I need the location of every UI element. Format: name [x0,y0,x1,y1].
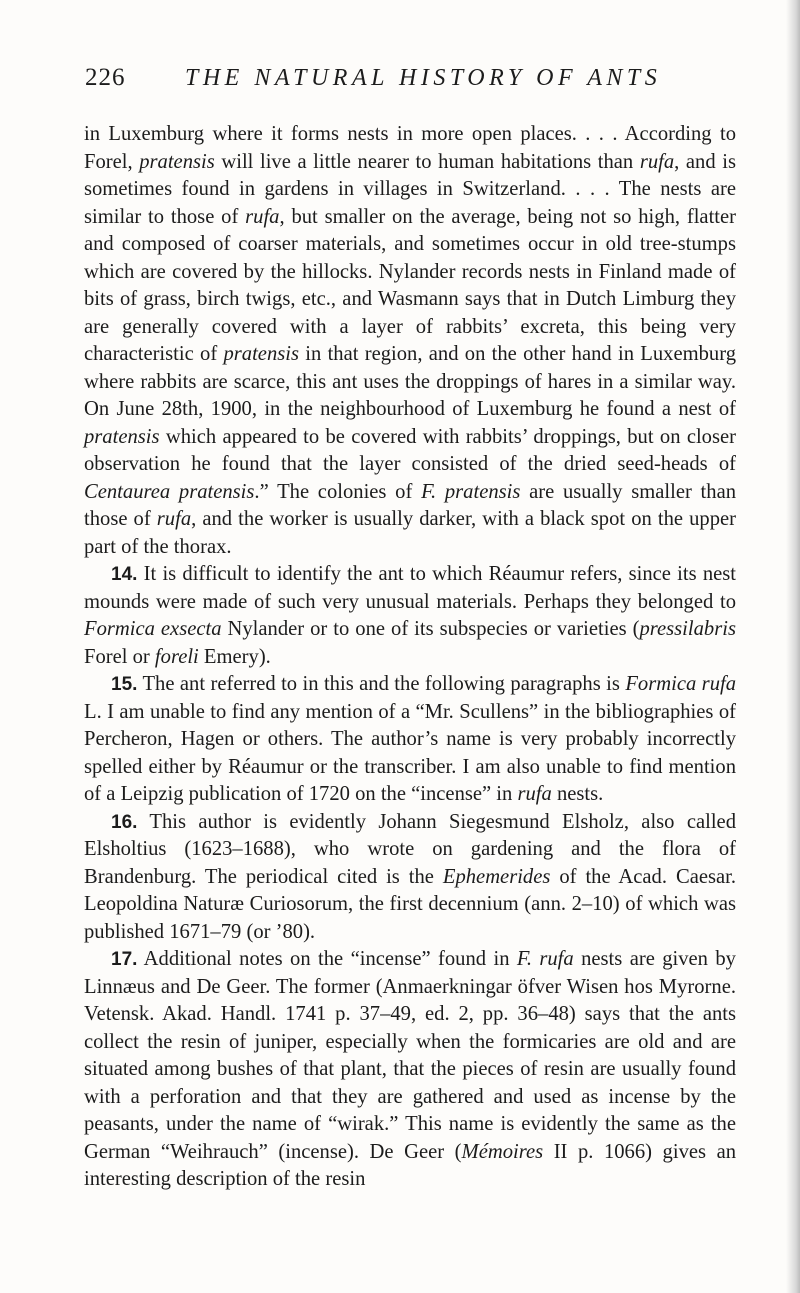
note-15: 15. The ant referred to in this and the following paragraphs is Formica rufa L. I am unable to find any mention of a “Mr. Scullens” in the bibliographies of Percheron, Hagen or others. The author’s name is very probably incorrectly spelled either by Réaumur or the transcriber. I am also unable to find mention of a Leipzig publication of 1720 on the “incense” in rufa nests. [84,673,737,805]
note-number: 15. [111,674,138,695]
note-number: 16. [111,811,138,833]
note-16: 16. This author is evidently Johann Siegesmund Elsholz, also called Elsholtius (1623–1688), who wrote on gardening and the flora of Brandenburg. The periodical cited is the Ephemerides of the Acad. Caesar. Leopoldina Naturæ Curiosorum, the first decennium (ann. 2–10) of which was published 1671–79 (or ’80). [84,810,736,943]
page-header [85,64,735,104]
note-number: 14. [111,564,138,585]
page-number: 226 [85,64,126,91]
paragraph-continuation: in Luxemburg where it forms nests in more open places. . . . According to Forel, pratensis will live a little nearer to human habitations than rufa, and is sometimes found in gardens in villages in Switzerland. . . . The nests are similar to those of rufa, but smaller on the average, being not so high, flatter and composed of coarser materials, and sometimes occur in old tree-stumps which are covered by the hillocks. Nylander records nests in Finland made of bits of grass, birch twigs, etc., and Wasmann says that in Dutch Limburg they are generally covered with a layer of rabbits’ excreta, this being very characteristic of pratensis in that region, and on the other hand in Luxemburg where rabbits are scarce, this ant uses the droppings of hares in a similar way. On June 28th, 1900, in the neighbourhood of Luxemburg he found a nest of pratensis which appeared to be covered with rabbits’ droppings, but on closer observation he found that the layer consisted of the dried seed-heads of Centaurea pratensis.” The colonies of F. pratensis are usually smaller than those of rufa, and the worker is usually darker, with a black spot on the upper part of the thorax. [84,123,737,558]
note-number: 17. [111,949,138,970]
body-text [84,121,736,1194]
running-head: THE NATURAL HISTORY OF ANTS [185,65,662,91]
page-edge-shadow [786,0,800,1293]
note-14: 14. It is difficult to identify the ant to which Réaumur refers, since its nest mounds were made of such very unusual materials. Perhaps they belonged to Formica exsecta Nylander or to one of its subspecies or varieties (pressilabris Forel or foreli Emery). [84,563,736,668]
note-17: 17. Additional notes on the “incense” found in F. rufa nests are given by Linnæus and De Geer. The former (Anmaerkningar öfver Wisen hos Myrorne. Vetensk. Akad. Handl. 1741 p. 37–49, ed. 2, pp. 36–48) says that the ants collect the resin of juniper, especially when the formicaries are old and are situated among bushes of that plant, that the pieces of resin are usually found with a perforation and that they are gathered and used as incense by the peasants, under the name of “wirak.” This name is evidently the same as the German “Weihrauch” (incense). De Geer (Mémoires II p. 1066) gives an interesting description of the resin [84,948,737,1190]
